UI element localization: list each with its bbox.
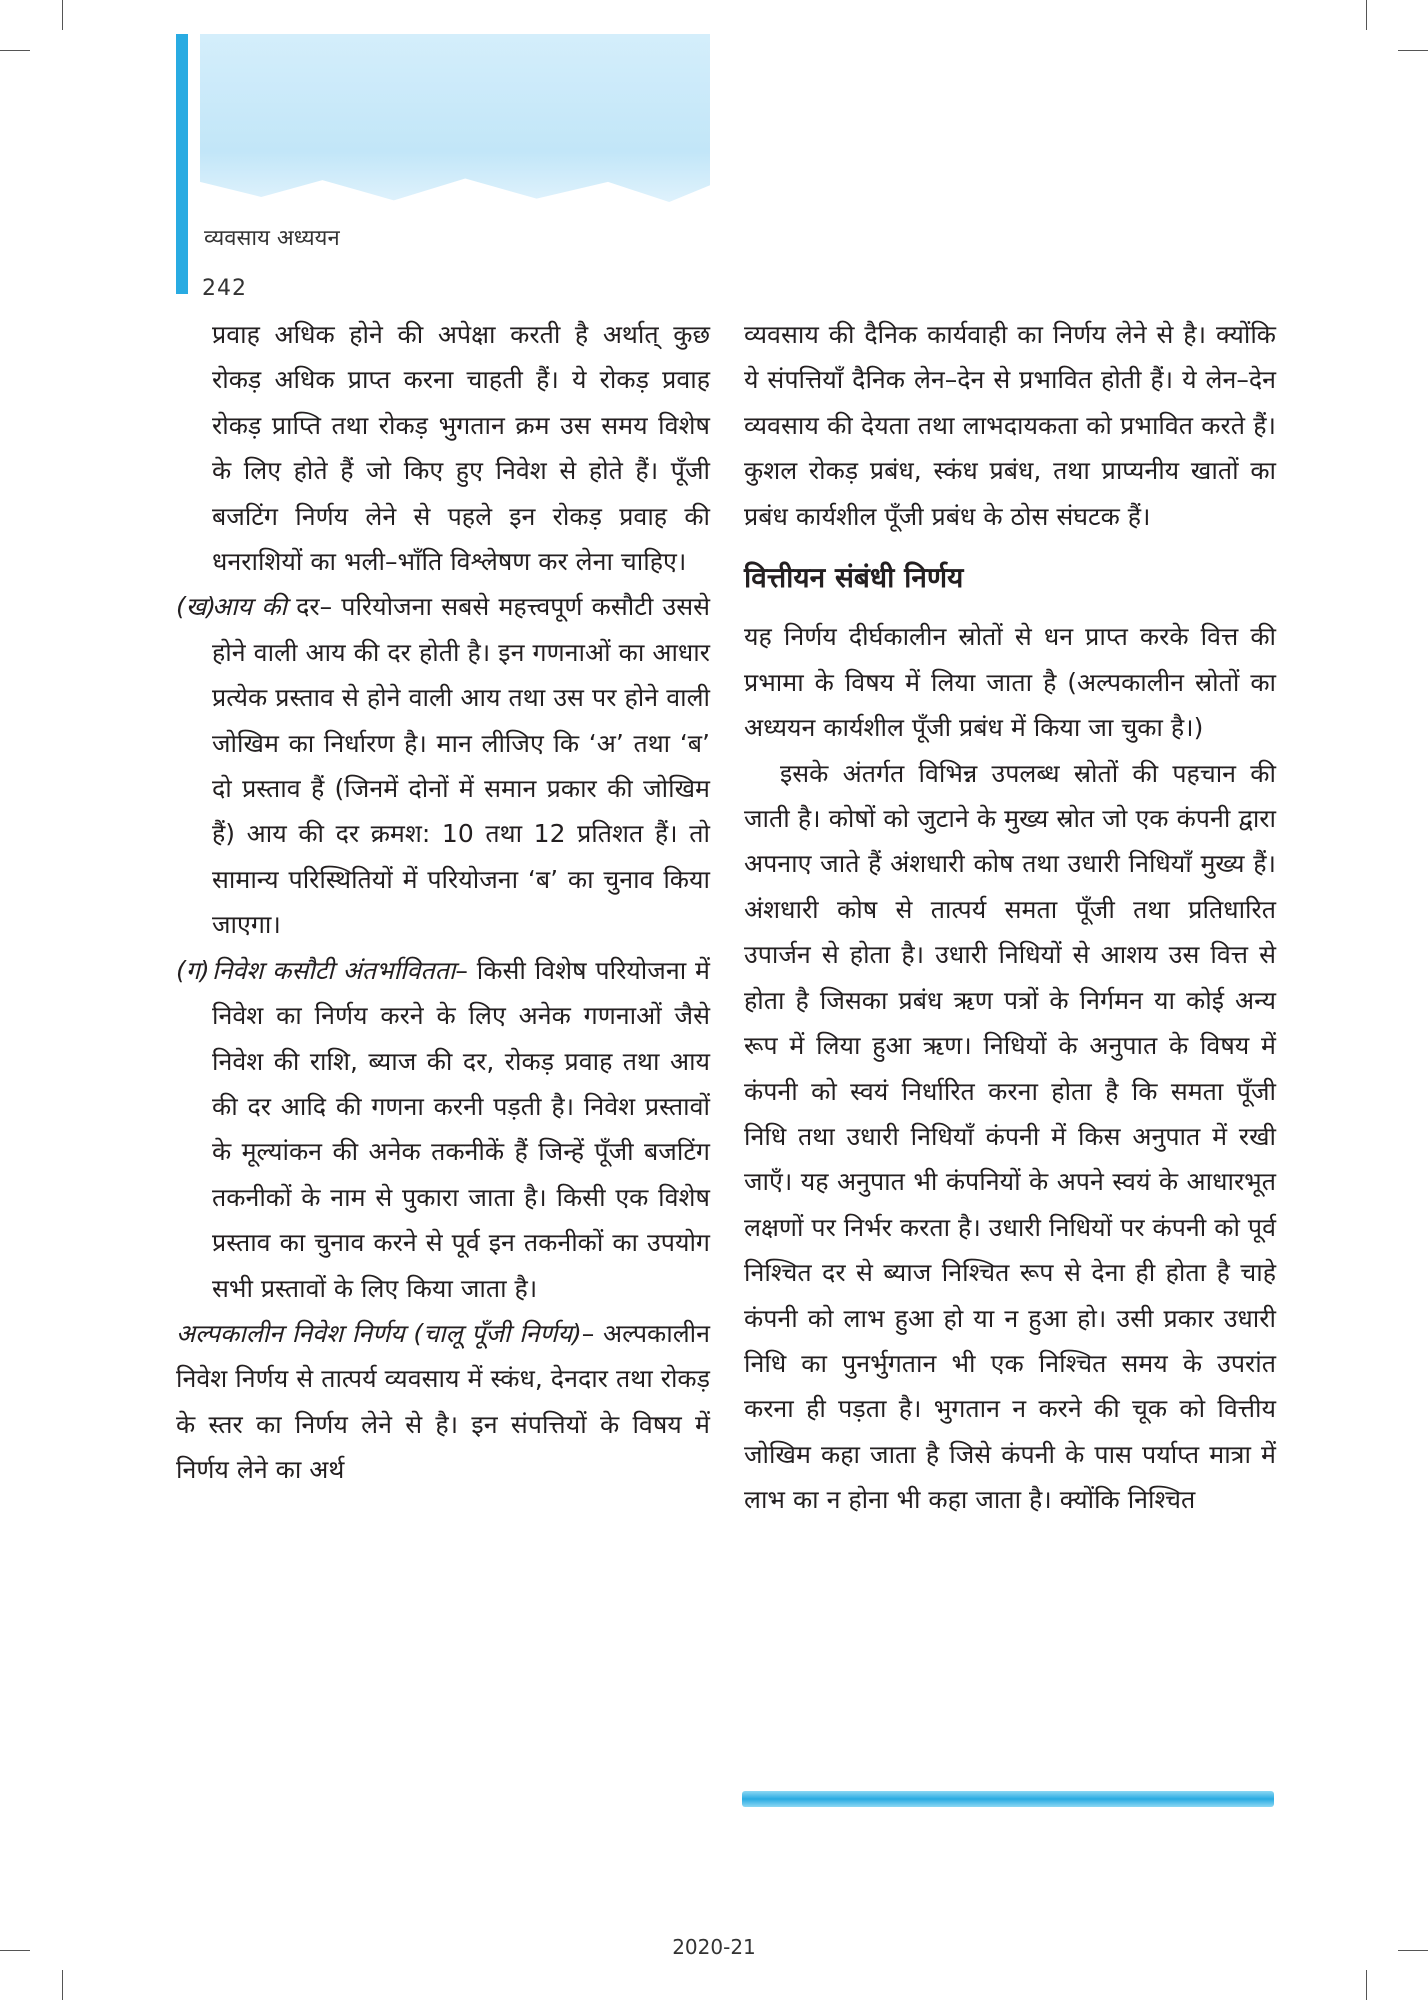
list-item-kha <box>176 584 710 947</box>
crop-mark-bottom-right-v <box>1366 1970 1367 2000</box>
left-column <box>176 312 710 1493</box>
crop-mark-bottom-left-v <box>62 1970 63 2000</box>
section-heading-financing: वित्तीयन संबंधी निर्णय <box>744 561 964 595</box>
list-text-kha <box>212 584 710 947</box>
crop-mark-top-right-v <box>1366 0 1367 30</box>
header-cloud-banner <box>200 34 710 202</box>
footer-year: 2020-21 <box>672 1935 756 1959</box>
left-paragraph-continued: प्रवाह अधिक होने की अपेक्षा करती है अर्थात् कुछ रोकड़ अधिक प्राप्त करना चाहती हैं। ये रोकड़ प्रवाह रोकड़ प्राप्ति तथा रोकड़ भुगतान क्रम उस समय विशेष के लिए होते हैं जो किए हुए निवेश से होते हैं। पूँजी बजटिंग निर्णय लेने से पहले इन रोकड़ प्रवाह की धनराशियों का भली–भाँति विश्लेषण कर लेना चाहिए। <box>212 320 710 577</box>
short-term-heading: अल्पकालीन निवेश निर्णय (चालू पूँजी निर्णय) <box>176 1318 582 1348</box>
financing-paragraph-2: इसके अंतर्गत विभिन्न उपलब्ध स्रोतों की पहचान की जाती है। कोषों को जुटाने के मुख्य स्रोत जो एक कंपनी द्वारा अपनाए जाते हैं अंशधारी कोष तथा उधारी निधियाँ मुख्य हैं। अंशधारी कोष से तात्पर्य समता पूँजी तथा प्रतिधारित उपार्जन से होता है। उधारी निधियों से आशय उस वित्त से होता है जिसका प्रबंध ऋण पत्रों के निर्गमन या कोई अन्य रूप में लिया हुआ ऋण। निधियों के अनुपात के विषय में कंपनी को स्वयं निर्धारित करना होता है कि समता पूँजी निधि तथा उधारी निधियाँ कंपनी में किस अनुपात में रखी जाएँ। यह अनुपात भी कंपनियों के अपने स्वयं के आधारभूत लक्षणों पर निर्भर करता है। उधारी निधियों पर कंपनी को पूर्व निश्चित दर से ब्याज निश्चित रूप से देना ही होता है चाहे कंपनी को लाभ हुआ हो या न हुआ हो। उसी प्रकार उधारी निधि का पुनर्भुगतान भी एक निश्चित समय के उपरांत करना ही पड़ता है। भुगतान न करने की चूक को वित्तीय जोखिम कहा जाता है जिसे कंपनी के पास पर्याप्त मात्रा में लाभ का न होना भी कहा जाता है। क्योंकि निश्चित <box>744 758 1276 1515</box>
list-term-kha: आय की <box>212 592 287 622</box>
running-header-title: व्यवसाय अध्ययन <box>204 226 340 251</box>
short-term-text: – अल्पकालीन निवेश निर्णय से तात्पर्य व्यवसाय में स्कंध, देनदार तथा रोकड़ के स्तर का निर्णय लेने से है। इन संपत्तियों के विषय में निर्णय लेने का अर्थ <box>176 1318 710 1485</box>
list-marker-kha: (ख) <box>176 592 216 622</box>
page-number: 242 <box>202 276 247 301</box>
right-paragraph-continued: व्यवसाय की दैनिक कार्यवाही का निर्णय लेने से है। क्योंकि ये संपत्तियाँ दैनिक लेन–देन से प्रभावित होती हैं। ये लेन–देन व्यवसाय की देयता तथा लाभदायकता को प्रभावित करते हैं। कुशल रोकड़ प्रबंध, स्कंध प्रबंध, तथा प्राप्यनीय खातों का प्रबंध कार्यशील पूँजी प्रबंध के ठोस संघटक हैं। <box>744 320 1276 531</box>
list-term-ga: निवेश कसौटी अंतर्भावितता <box>212 955 456 985</box>
short-term-paragraph <box>176 1311 710 1493</box>
financing-paragraph-1: यह निर्णय दीर्घकालीन स्रोतों से धन प्राप्त करके वित्त की प्रभामा के विषय में लिया जाता है (अल्पकालीन स्रोतों का अध्ययन कार्यशील पूँजी प्रबंध में किया जा चुका है।) <box>744 622 1276 743</box>
list-body-kha: दर– परियोजना सबसे महत्त्वपूर्ण कसौटी उससे होने वाली आय की दर होती है। इन गणनाओं का आधार प्रत्येक प्रस्ताव से होने वाली आय तथा उस पर होने वाली जोखिम का निर्धारण है। मान लीजिए कि ‘अ’ तथा ‘ब’ दो प्रस्ताव हैं (जिनमें दोनों में समान प्रकार की जोखिम हैं) आय की दर क्रमश: 10 तथा 12 प्रतिशत हैं। तो सामान्य परिस्थितियों में परियोजना ‘ब’ का चुनाव किया जाएगा। <box>212 592 710 940</box>
crop-mark-top-left-h <box>0 50 30 51</box>
crop-mark-top-left-v <box>62 0 63 30</box>
crop-mark-top-right-h <box>1398 50 1428 51</box>
list-marker-ga: (ग) <box>176 955 210 985</box>
right-column <box>744 312 1276 1523</box>
bottom-decorative-rule <box>742 1791 1274 1807</box>
header-accent-bar <box>176 34 188 294</box>
list-body-ga: – किसी विशेष परियोजना में निवेश का निर्णय करने के लिए अनेक गणनाओं जैसे निवेश की राशि, ब्याज की दर, रोकड़ प्रवाह तथा आय की दर आदि की गणना करनी पड़ती है। निवेश प्रस्तावों के मूल्यांकन की अनेक तकनीकें हैं जिन्हें पूँजी बजटिंग तकनीकों के नाम से पुकारा जाता है। किसी एक विशेष प्रस्ताव का चुनाव करने से पूर्व इन तकनीकों का उपयोग सभी प्रस्तावों के लिए किया जाता है। <box>212 955 711 1303</box>
list-text-ga <box>212 948 710 1311</box>
list-item-ga <box>176 948 710 1311</box>
